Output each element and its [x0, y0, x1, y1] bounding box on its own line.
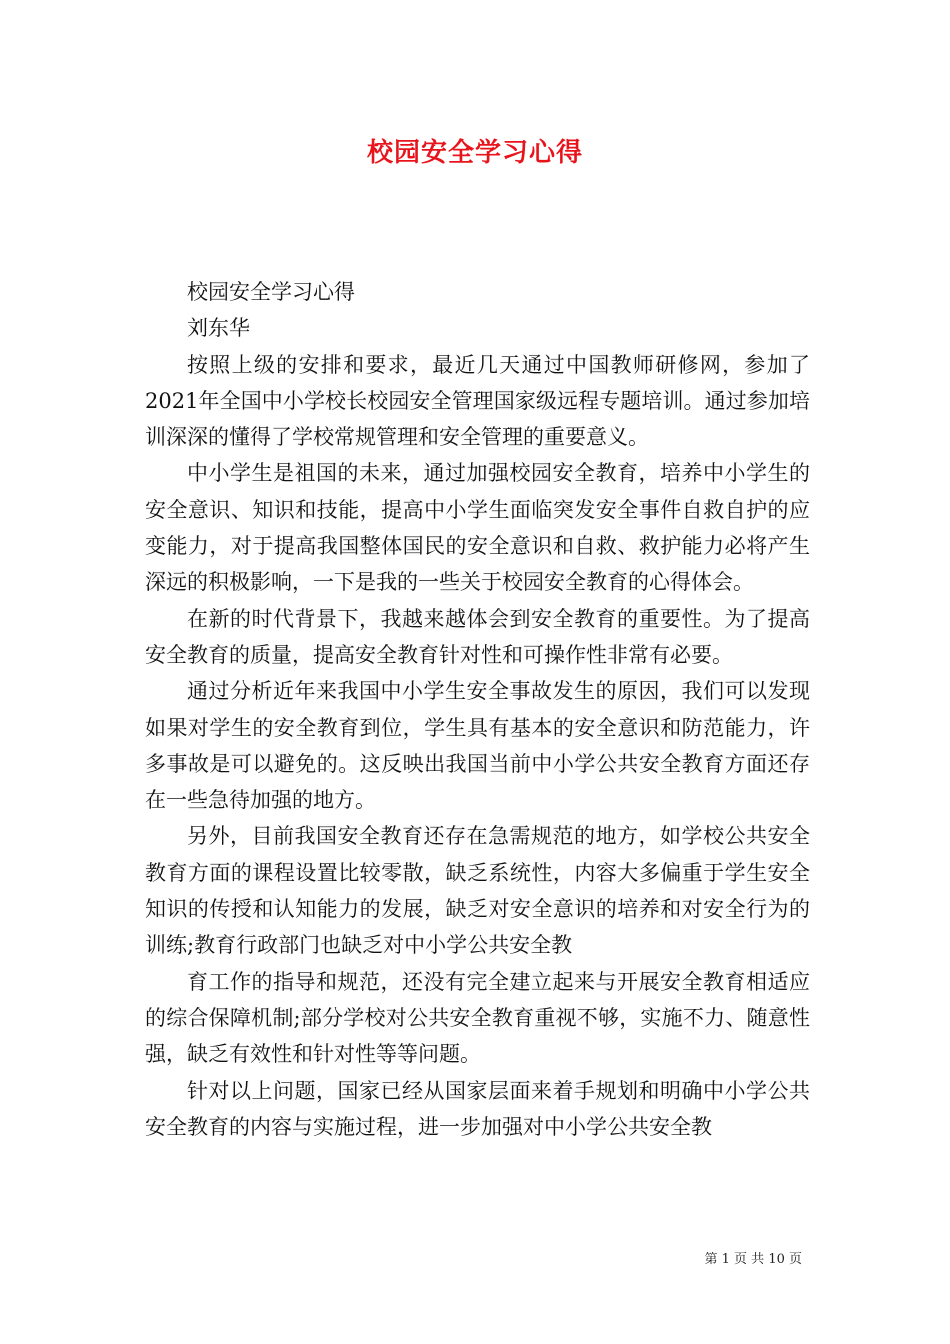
page-number-footer: 第 1 页 共 10 页	[704, 1252, 802, 1267]
paragraph: 针对以上问题，国家已经从国家层面来着手规划和明确中小学公共安全教育的内容与实施过程，进一步加强对中小学公共安全教	[145, 1078, 810, 1139]
author-line: 刘东华	[187, 316, 250, 341]
paragraph: 育工作的指导和规范，还没有完全建立起来与开展安全教育相适应的综合保障机制;部分学校对公共安全教育重视不够，实施不力、随意性强，缺乏有效性和针对性等等问题。	[145, 969, 810, 1067]
paragraph: 另外，目前我国安全教育还存在急需规范的地方，如学校公共安全教育方面的课程设置比较零散，缺乏系统性，内容大多偏重于学生安全知识的传授和认知能力的发展，缺乏对安全意识的培养和对安全行为的训练;教育行政部门也缺乏对中小学公共安全教	[145, 824, 810, 958]
paragraph: 中小学生是祖国的未来，通过加强校园安全教育，培养中小学生的安全意识、知识和技能，提高中小学生面临突发安全事件自救自护的应变能力，对于提高我国整体国民的安全意识和自救、救护能力必将产生深远的积极影响，一下是我的一些关于校园安全教育的心得体会。	[145, 461, 810, 595]
subtitle-line: 校园安全学习心得	[187, 280, 355, 304]
document-body	[145, 274, 810, 1145]
paragraph: 按照上级的安排和要求，最近几天通过中国教师研修网，参加了2021年全国中小学校长校园安全管理国家级远程专题培训。通过参加培训深深的懂得了学校常规管理和安全管理的重要意义。	[145, 352, 810, 450]
paragraph: 在新的时代背景下，我越来越体会到安全教育的重要性。为了提高安全教育的质量，提高安全教育针对性和可操作性非常有必要。	[145, 606, 810, 667]
document-title: 校园安全学习心得	[366, 138, 583, 168]
paragraph: 通过分析近年来我国中小学生安全事故发生的原因，我们可以发现如果对学生的安全教育到位，学生具有基本的安全意识和防范能力，许多事故是可以避免的。这反映出我国当前中小学公共安全教育方面还存在一些急待加强的地方。	[145, 679, 810, 813]
